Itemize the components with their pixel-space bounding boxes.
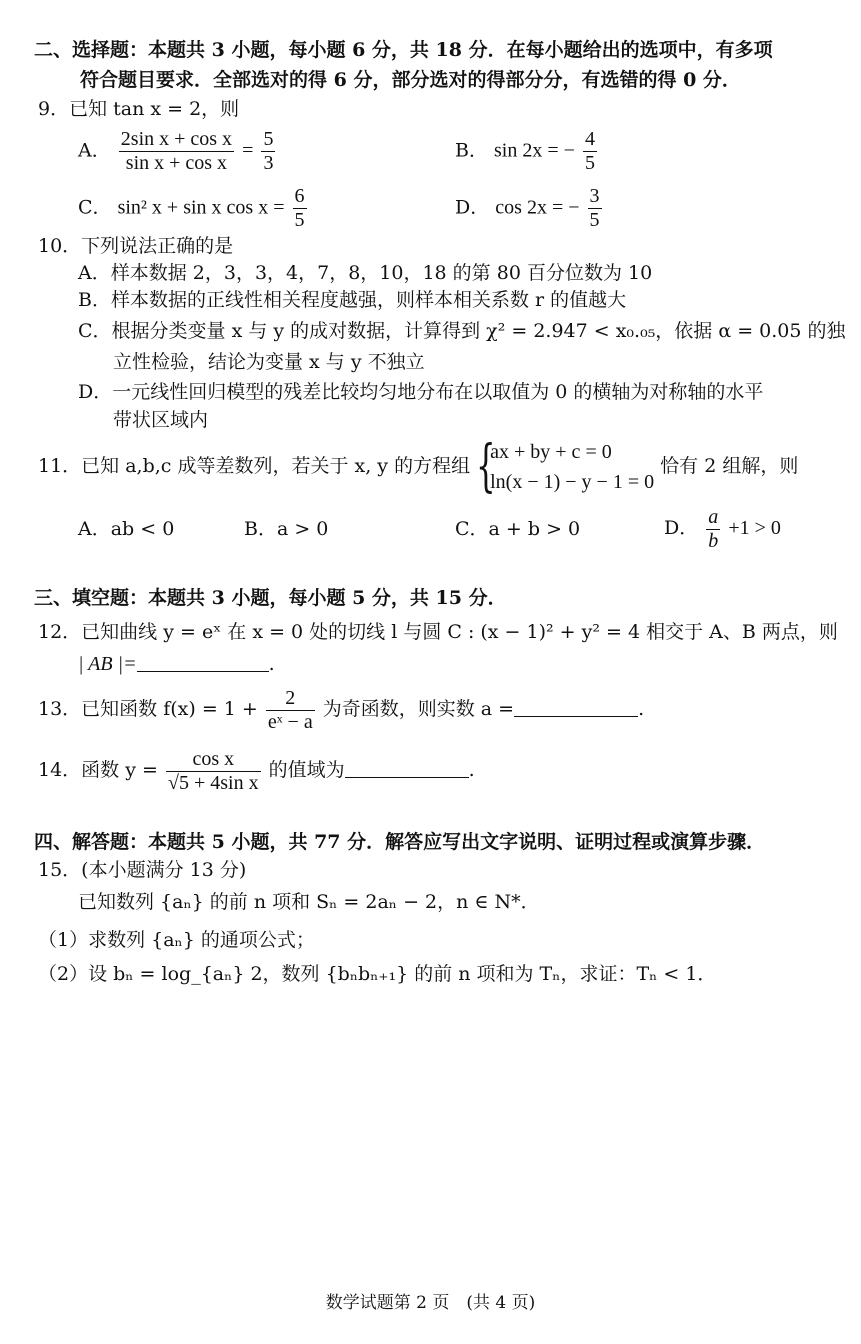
q10-option-a: A．样本数据 2，3，3，4，7，8，10，18 的第 80 百分位数为 10 xyxy=(78,262,653,284)
q11-d-fraction xyxy=(706,506,720,553)
q11-equation-system xyxy=(476,434,655,499)
q9-option-a xyxy=(78,128,277,175)
q9-d-label: D． xyxy=(455,196,490,219)
q9-a-denominator: sin x + cos x xyxy=(125,152,228,174)
section3-heading: 三、填空题：本题共 3 小题，每小题 5 分，共 15 分． xyxy=(34,587,507,609)
q14-prefix: 14．函数 y = xyxy=(38,759,158,781)
q11-d-tail: +1 > 0 xyxy=(728,517,781,539)
q15-given: 已知数列 {aₙ} 的前 n 项和 Sₙ = 2aₙ − 2，n ∈ N*． xyxy=(78,891,540,913)
q15-part1: （1）求数列 {aₙ} 的通项公式； xyxy=(38,929,315,951)
q13-line xyxy=(38,684,644,734)
q13-end: . xyxy=(638,698,645,720)
q11-stem xyxy=(38,436,798,497)
q11-equation-2: ln(x − 1) − y − 1 = 0 xyxy=(490,471,655,493)
q12-ab-prefix: | AB |= xyxy=(78,653,137,675)
q9-b-den: 5 xyxy=(584,152,595,174)
q13-fraction xyxy=(266,687,315,734)
q9-c-den: 5 xyxy=(294,209,305,231)
q13-den: eˣ − a xyxy=(267,710,313,733)
q13-answer-blank xyxy=(514,696,638,717)
q11-option-a: A．ab < 0 xyxy=(78,518,175,540)
q10-option-d-line2: 带状区域内 xyxy=(113,409,209,431)
q14-fraction xyxy=(166,748,261,795)
q9-option-d xyxy=(455,185,604,232)
q13-num: 2 xyxy=(266,687,315,711)
q11-option-d xyxy=(664,505,781,553)
q9-a-result xyxy=(261,128,275,175)
q11-option-b: B．a > 0 xyxy=(244,518,329,540)
q9-a-equals: = xyxy=(242,139,254,162)
q9-c-expr: sin² x + sin x cos x = xyxy=(117,196,285,219)
left-brace-icon: { xyxy=(476,434,496,499)
q12-end: . xyxy=(268,653,275,675)
q9-c-fraction xyxy=(293,185,307,232)
q9-b-expr: sin 2x = − xyxy=(494,139,575,162)
q11-stem-after: 恰有 2 组解，则 xyxy=(660,455,799,477)
q10-stem: 10．下列说法正确的是 xyxy=(38,235,234,257)
q9-option-b xyxy=(455,128,599,175)
q9-b-label: B． xyxy=(455,139,488,162)
q10-option-d-line1: D．一元线性回归模型的残差比较均匀地分布在以取值为 0 的横轴为对称轴的水平 xyxy=(78,381,764,403)
q15-part2: （2）设 bₙ = log_{aₙ} 2，数列 {bₙbₙ₊₁} 的前 n 项和为 Tₙ，求证：Tₙ < 1． xyxy=(38,963,717,985)
q10-option-c-line2: 立性检验，结论为变量 x 与 y 不独立 xyxy=(113,351,425,373)
q9-c-num: 6 xyxy=(294,185,305,207)
q11-option-c: C．a + b > 0 xyxy=(455,518,581,540)
q11-d-den: b xyxy=(708,529,719,552)
q9-a-numerator: 2sin x + cos x xyxy=(120,128,233,150)
q9-d-fraction xyxy=(588,185,602,232)
q9-option-c xyxy=(78,185,309,232)
q14-suffix: 的值域为 xyxy=(268,759,345,781)
q9-stem: 9．已知 tan x = 2，则 xyxy=(38,98,240,120)
q12-line2 xyxy=(78,650,275,678)
q12-line1: 12．已知曲线 y = eˣ 在 x = 0 处的切线 l 与圆 C : (x − 1)² + y² = 4 相交于 A、B 两点，则 xyxy=(38,621,838,643)
q10-option-b: B．样本数据的正线性相关程度越强，则样本相关系数 r 的值越大 xyxy=(78,289,627,311)
q11-d-num: a xyxy=(708,505,719,528)
q9-d-num: 3 xyxy=(589,185,600,207)
q11-d-label: D． xyxy=(664,517,699,539)
q14-num: cos x xyxy=(166,748,261,772)
q9-a-fraction xyxy=(119,128,234,175)
q10-option-c-line1: C．根据分类变量 x 与 y 的成对数据，计算得到 χ² = 2.947 < x₀.₀₅，依据 α = 0.05 的独 xyxy=(78,320,846,342)
section2-heading-line2: 符合题目要求．全部选对的得 6 分，部分选对的得部分分，有选错的得 0 分． xyxy=(80,69,741,91)
q13-prefix: 13．已知函数 f(x) = 1 + xyxy=(38,698,258,720)
q13-suffix: 为奇函数，则实数 a = xyxy=(322,698,515,720)
section2-heading-line1: 二、选择题：本题共 3 小题，每小题 6 分，共 18 分．在每小题给出的选项中，有多项 xyxy=(34,39,773,61)
q14-answer-blank xyxy=(345,757,469,778)
q9-a-result-den: 3 xyxy=(263,152,274,174)
q9-a-label: A． xyxy=(78,139,111,162)
q15-stem: 15．(本小题满分 13 分) xyxy=(38,859,247,881)
q9-b-fraction xyxy=(583,128,597,175)
q14-end: . xyxy=(468,759,475,781)
section4-heading: 四、解答题：本题共 5 小题，共 77 分．解答应写出文字说明、证明过程或演算步骤． xyxy=(34,831,766,853)
page-footer: 数学试题第 2 页 (共 4 页) xyxy=(325,1293,536,1313)
q14-line xyxy=(38,744,475,796)
q9-c-label: C． xyxy=(78,196,112,219)
q12-answer-blank xyxy=(137,651,269,672)
q11-equation-1: ax + by + c = 0 xyxy=(490,441,612,463)
q9-a-result-num: 5 xyxy=(263,128,274,150)
q9-d-expr: cos 2x = − xyxy=(495,196,580,219)
q14-den: √5 + 4sin x xyxy=(167,771,259,794)
q9-b-num: 4 xyxy=(584,128,595,150)
q11-stem-before: 11．已知 a,b,c 成等差数列，若关于 x, y 的方程组 xyxy=(38,455,471,477)
q9-d-den: 5 xyxy=(589,209,600,231)
